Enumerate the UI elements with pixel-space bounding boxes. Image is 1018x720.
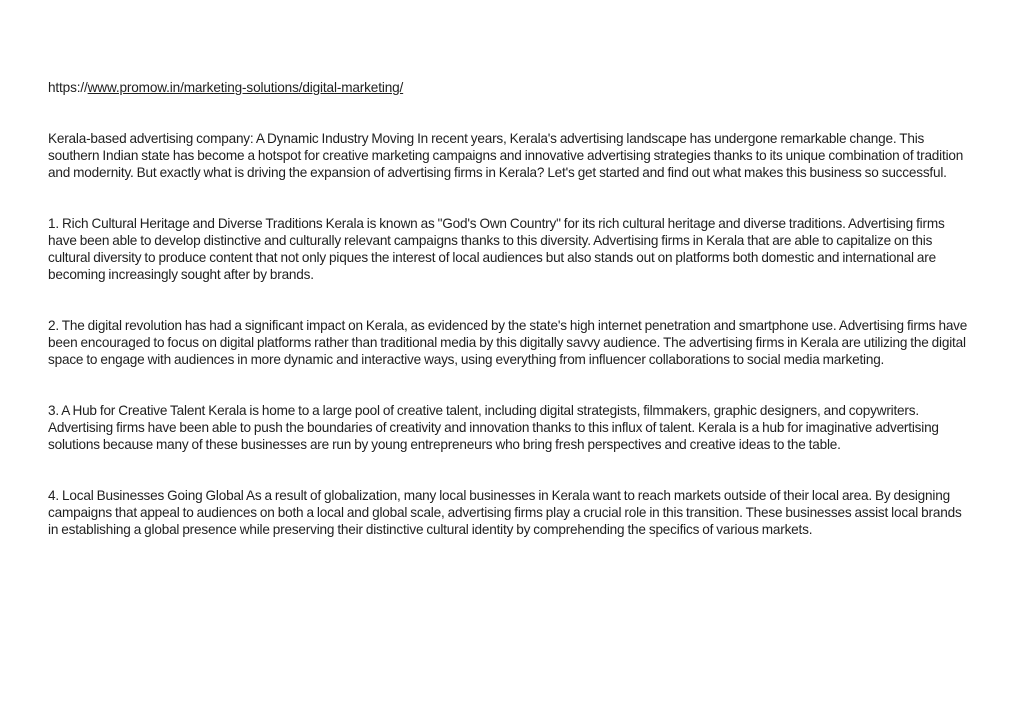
paragraph-digital-revolution: 2. The digital revolution has had a significant impact on Kerala, as evidenced by the state's high internet penetration and smartphone use. Advertising firms have been encouraged to focus on digital platforms rather than traditional media by this digitally savvy audience. The advertising firms in Kerala are utilizing the digital space to engage with audiences in more dynamic and interactive ways, using everything from influencer collaborations to social media marketing. bbox=[48, 318, 968, 367]
paragraph-creative-talent: 3. A Hub for Creative Talent Kerala is home to a large pool of creative talent, including digital strategists, filmmakers, graphic designers, and copywriters. Advertising firms have been able to push the boundaries of creativity and innovation thanks to this influx of talent. Kerala is a hub for imaginative advertising solutions because many of these businesses are run by young entrepreneurs who bring fresh perspectives and creative ideas to the table. bbox=[48, 403, 939, 452]
source-url-link[interactable]: www.promow.in/marketing-solutions/digital-marketing/ bbox=[87, 80, 404, 95]
source-url-line bbox=[48, 79, 970, 96]
paragraph-going-global: 4. Local Businesses Going Global As a result of globalization, many local businesses in Kerala want to reach markets outside of their local area. By designing campaigns that appeal to audiences on both a local and global scale, advertising firms play a crucial role in this transition. These businesses assist local brands in establishing a global presence while preserving their distinctive cultural identity by comprehending the specifics of various markets. bbox=[48, 488, 962, 537]
document-body bbox=[48, 79, 970, 538]
paragraph-cultural-heritage: 1. Rich Cultural Heritage and Diverse Traditions Kerala is known as "God's Own Country" for its rich cultural heritage and diverse traditions. Advertising firms have been able to develop distinctive and culturally relevant campaigns thanks to this diversity. Advertising firms in Kerala that are able to capitalize on this cultural diversity to produce content that not only piques the interest of local audiences but also stands out on platforms both domestic and international are becoming increasingly sought after by brands. bbox=[48, 216, 945, 282]
url-prefix: https:// bbox=[48, 80, 88, 95]
intro-paragraph: Kerala-based advertising company: A Dynamic Industry Moving In recent years, Kerala's advertising landscape has undergone remarkable change. This southern Indian state has become a hotspot for creative marketing campaigns and innovative advertising strategies thanks to its unique combination of tradition and modernity. But exactly what is driving the expansion of advertising firms in Kerala? Let's get started and find out what makes this business so successful. bbox=[48, 131, 964, 180]
